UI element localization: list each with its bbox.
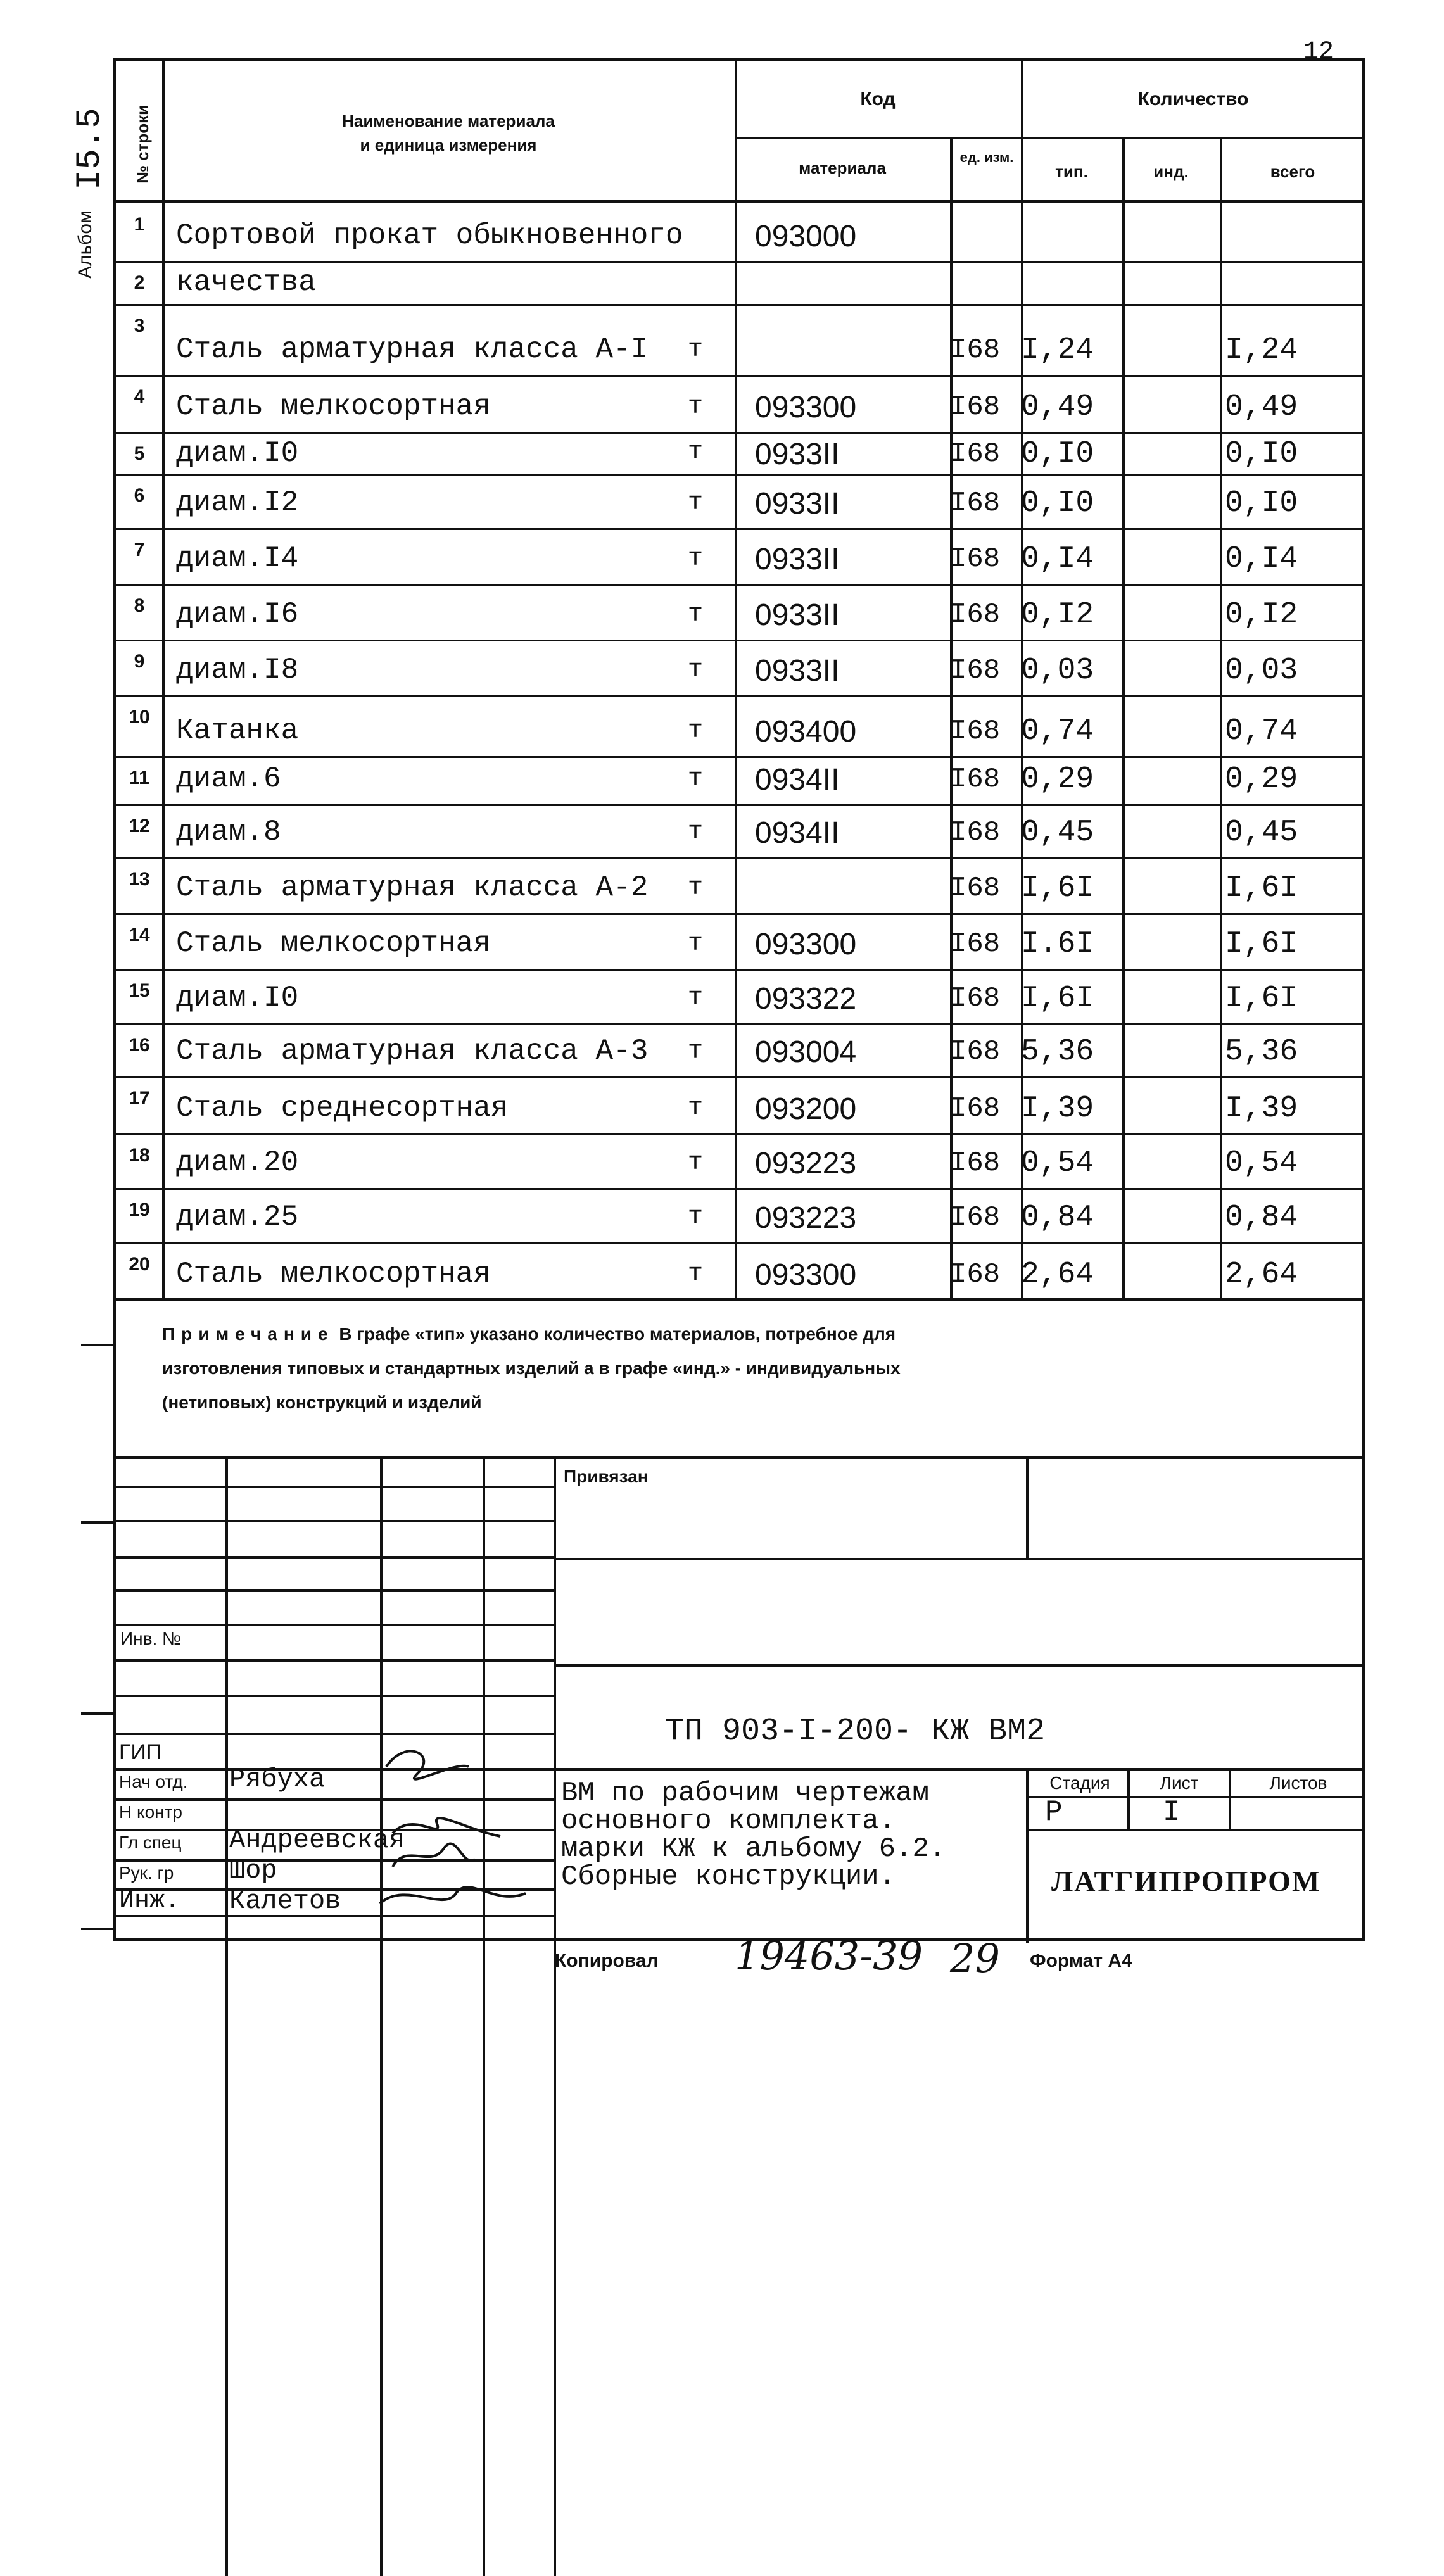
row-number: 13 bbox=[129, 869, 150, 890]
note-top-rule bbox=[113, 1298, 1365, 1301]
corner-mark: 12 bbox=[1303, 38, 1334, 66]
stamp-rule bbox=[554, 1456, 556, 2576]
unit-code: I68 bbox=[950, 488, 1001, 519]
stamp-top-rule bbox=[113, 1456, 1365, 1459]
unit-code: I68 bbox=[950, 438, 1001, 470]
stamp-rule bbox=[554, 1768, 1365, 1771]
qty-total: 0,54 bbox=[1225, 1146, 1298, 1180]
unit-code: I68 bbox=[950, 1147, 1001, 1179]
row-number: 7 bbox=[134, 540, 145, 560]
handwritten-page: 29 bbox=[950, 1935, 1000, 1981]
stamp-rule bbox=[113, 1659, 554, 1662]
qty-total: I,39 bbox=[1225, 1092, 1298, 1126]
row-rule bbox=[113, 969, 1365, 971]
margin-tick bbox=[81, 1521, 114, 1524]
header-code: Код bbox=[860, 89, 896, 110]
material-name: Сталь среднесортная bbox=[176, 1092, 509, 1125]
material-code: 0933II bbox=[755, 598, 840, 632]
stamp-rule bbox=[1026, 1829, 1365, 1831]
qty-typical: 0,74 bbox=[1021, 714, 1094, 748]
row-rule bbox=[113, 261, 1365, 263]
header-rule bbox=[113, 200, 1365, 203]
qty-total: 0,I2 bbox=[1225, 598, 1298, 632]
inv-no-label: Инв. № bbox=[120, 1629, 182, 1648]
row-number: 16 bbox=[129, 1035, 150, 1056]
qty-total: 0,29 bbox=[1225, 762, 1298, 797]
qty-typical: 0,I0 bbox=[1021, 486, 1094, 521]
qty-total: 5,36 bbox=[1225, 1035, 1298, 1069]
stamp-rule bbox=[113, 1589, 554, 1592]
material-code: 093300 bbox=[755, 391, 857, 424]
unit-of-measure: т bbox=[687, 765, 703, 793]
stamp-rule bbox=[554, 1558, 1365, 1560]
sheets-label: Листов bbox=[1269, 1773, 1327, 1793]
person-name: Андреевская bbox=[229, 1825, 405, 1855]
qty-total: I,6I bbox=[1225, 927, 1298, 961]
person-name: Шор bbox=[229, 1855, 277, 1886]
unit-code: I68 bbox=[950, 334, 1001, 366]
material-name: диам.I0 bbox=[176, 982, 299, 1014]
row-rule bbox=[113, 432, 1365, 434]
qty-typical: 0,45 bbox=[1021, 816, 1094, 850]
material-code: 0933II bbox=[755, 438, 840, 471]
note-line2: изготовления типовых и стандартных изделий а в графе «инд.» - индивидуальных bbox=[162, 1358, 901, 1378]
row-number: 19 bbox=[129, 1199, 150, 1220]
role-label: Рук. гр bbox=[119, 1863, 174, 1883]
unit-code: I68 bbox=[950, 817, 1001, 849]
header-qty-total: всего bbox=[1270, 162, 1315, 181]
material-name: диам.I8 bbox=[176, 653, 299, 686]
unit-of-measure: т bbox=[687, 930, 703, 958]
unit-code: I68 bbox=[950, 1093, 1001, 1125]
stamp-rule bbox=[113, 1695, 554, 1697]
material-name: диам.25 bbox=[176, 1201, 299, 1234]
material-name: Сталь арматурная класса А-2 bbox=[176, 871, 649, 904]
material-name: Сталь мелкосортная bbox=[176, 390, 491, 423]
row-number: 10 bbox=[129, 707, 150, 728]
stamp-rule bbox=[113, 1624, 554, 1626]
unit-code: I68 bbox=[950, 764, 1001, 795]
person-name: Калетов bbox=[229, 1886, 341, 1916]
material-name: качества bbox=[176, 266, 316, 299]
qty-typical: 0,I4 bbox=[1021, 542, 1094, 576]
material-name: диам.20 bbox=[176, 1146, 299, 1179]
desc-line: ВМ по рабочим чертежам bbox=[561, 1777, 929, 1809]
stamp-rule bbox=[113, 1556, 554, 1559]
unit-of-measure: т bbox=[687, 874, 703, 902]
qty-total: I,24 bbox=[1225, 333, 1298, 367]
unit-of-measure: т bbox=[687, 545, 703, 573]
qty-typical: 0,54 bbox=[1021, 1146, 1094, 1180]
unit-code: I68 bbox=[950, 1036, 1001, 1068]
header-code-unit: ед. изм. bbox=[960, 149, 1014, 165]
album-number: I5.5 bbox=[71, 108, 110, 190]
stamp-rule bbox=[113, 1733, 554, 1735]
role-label: Инж. bbox=[119, 1887, 180, 1916]
qty-total: 0,45 bbox=[1225, 816, 1298, 850]
sheet-value: I bbox=[1163, 1796, 1181, 1829]
unit-code: I68 bbox=[950, 655, 1001, 686]
row-rule bbox=[113, 1133, 1365, 1135]
row-number: 2 bbox=[134, 272, 145, 293]
material-code: 093004 bbox=[755, 1035, 857, 1069]
qty-total: I,6I bbox=[1225, 982, 1298, 1016]
unit-of-measure: т bbox=[687, 1037, 703, 1066]
album-label: Альбом bbox=[75, 210, 96, 279]
row-number: 12 bbox=[129, 816, 150, 837]
unit-of-measure: т bbox=[687, 489, 703, 517]
material-name: диам.I2 bbox=[176, 486, 299, 519]
desc-line: Сборные конструкции. bbox=[561, 1861, 896, 1893]
qty-typical: 0,29 bbox=[1021, 762, 1094, 797]
row-rule bbox=[113, 375, 1365, 377]
row-rule bbox=[113, 756, 1365, 758]
qty-total: 0,84 bbox=[1225, 1201, 1298, 1235]
margin-tick bbox=[81, 1712, 114, 1715]
unit-of-measure: т bbox=[687, 1203, 703, 1232]
col-rule bbox=[735, 58, 737, 1299]
note-label: Примечание bbox=[162, 1324, 334, 1344]
qty-total: 0,I0 bbox=[1225, 486, 1298, 521]
role-label: Нач отд. bbox=[119, 1772, 188, 1791]
qty-typical: 0,I0 bbox=[1021, 437, 1094, 471]
unit-code: I68 bbox=[950, 873, 1001, 904]
unit-of-measure: т bbox=[687, 1149, 703, 1177]
qty-typical: 0,I2 bbox=[1021, 598, 1094, 632]
header-name-line1: Наименование материала bbox=[342, 111, 555, 130]
header-qty-ind: инд. bbox=[1153, 162, 1189, 181]
bound-label: Привязан bbox=[564, 1467, 649, 1486]
row-number: 9 bbox=[134, 651, 145, 672]
header-code-material: материала bbox=[799, 158, 886, 177]
material-name: Катанка bbox=[176, 714, 299, 747]
unit-code: I68 bbox=[950, 983, 1001, 1014]
qty-typical: 0,03 bbox=[1021, 653, 1094, 688]
material-code: 0933II bbox=[755, 487, 840, 521]
row-rule bbox=[113, 640, 1365, 641]
row-rule bbox=[113, 913, 1365, 915]
col-rule bbox=[1220, 137, 1222, 1299]
material-name: Сталь арматурная класса А-3 bbox=[176, 1035, 649, 1068]
row-rule bbox=[113, 804, 1365, 806]
material-code: 093300 bbox=[755, 1258, 857, 1292]
material-code: 093223 bbox=[755, 1201, 857, 1235]
row-number: 3 bbox=[134, 315, 145, 336]
col-rule bbox=[1122, 137, 1125, 1299]
copied-label: Копировал bbox=[555, 1950, 659, 1971]
note-line3: (нетиповых) конструкций и изделий bbox=[162, 1392, 482, 1412]
qty-typical: 5,36 bbox=[1021, 1035, 1094, 1069]
unit-of-measure: т bbox=[687, 984, 703, 1013]
material-code: 0933II bbox=[755, 543, 840, 576]
row-rule bbox=[113, 857, 1365, 859]
row-number: 4 bbox=[134, 386, 145, 407]
material-name: диам.8 bbox=[176, 816, 281, 849]
header-name-line2: и единица измерения bbox=[360, 136, 537, 155]
document-description bbox=[561, 1777, 946, 1893]
qty-total: I,6I bbox=[1225, 871, 1298, 906]
qty-total: 2,64 bbox=[1225, 1258, 1298, 1292]
qty-typical: I,39 bbox=[1021, 1092, 1094, 1126]
unit-of-measure: т bbox=[687, 656, 703, 685]
unit-of-measure: т bbox=[687, 600, 703, 629]
unit-code: I68 bbox=[950, 391, 1001, 423]
header-qty-typ: тип. bbox=[1055, 162, 1088, 181]
stamp-rule bbox=[1026, 1456, 1029, 1558]
qty-typical: I,6I bbox=[1021, 871, 1094, 906]
material-name: Сталь арматурная класса А-I bbox=[176, 333, 649, 366]
unit-of-measure: т bbox=[687, 438, 703, 467]
row-rule bbox=[113, 584, 1365, 586]
unit-of-measure: т bbox=[687, 1260, 703, 1289]
unit-code: I68 bbox=[950, 928, 1001, 960]
row-number: 6 bbox=[134, 485, 145, 506]
qty-typical: 2,64 bbox=[1021, 1258, 1094, 1292]
unit-of-measure: т bbox=[687, 1094, 703, 1123]
unit-code: I68 bbox=[950, 1259, 1001, 1291]
unit-of-measure: т bbox=[687, 336, 703, 364]
person-name: Рябуха bbox=[229, 1764, 326, 1795]
margin-tick bbox=[81, 1344, 114, 1346]
unit-of-measure: т bbox=[687, 393, 703, 421]
col-rule bbox=[162, 58, 165, 1299]
row-rule bbox=[113, 304, 1365, 306]
material-name: Сортовой прокат обыкновенного bbox=[176, 219, 683, 252]
material-code: 0934II bbox=[755, 816, 840, 850]
stamp-rule bbox=[113, 1768, 554, 1771]
material-code: 093000 bbox=[755, 220, 857, 253]
unit-code: I68 bbox=[950, 1202, 1001, 1234]
stamp-rule bbox=[1026, 1796, 1365, 1798]
row-rule bbox=[113, 1242, 1365, 1244]
stamp-rule bbox=[113, 1486, 554, 1488]
stamp-rule bbox=[1026, 1768, 1029, 1943]
unit-code: I68 bbox=[950, 716, 1001, 747]
material-name: диам.I0 bbox=[176, 437, 299, 470]
material-name: диам.I6 bbox=[176, 598, 299, 631]
stamp-rule bbox=[554, 1664, 1365, 1667]
header-row-no: № строки bbox=[133, 104, 152, 184]
stage-value: Р bbox=[1045, 1796, 1063, 1829]
format-label: Формат А4 bbox=[1030, 1950, 1132, 1971]
row-rule bbox=[113, 474, 1365, 476]
sheet-label: Лист bbox=[1160, 1773, 1199, 1793]
unit-of-measure: т bbox=[687, 818, 703, 847]
qty-typical: 0,84 bbox=[1021, 1201, 1094, 1235]
role-label: Н контр bbox=[119, 1802, 182, 1822]
unit-of-measure: т bbox=[687, 717, 703, 745]
row-number: 11 bbox=[129, 767, 149, 788]
row-number: 18 bbox=[129, 1145, 150, 1166]
qty-total: 0,I0 bbox=[1225, 437, 1298, 471]
note-line1 bbox=[162, 1317, 896, 1351]
role-label: ГИП bbox=[119, 1740, 162, 1764]
row-number: 8 bbox=[134, 595, 145, 616]
material-name: Сталь мелкосортная bbox=[176, 1258, 491, 1291]
qty-typical: I,24 bbox=[1021, 333, 1094, 367]
row-number: 5 bbox=[134, 443, 145, 464]
row-rule bbox=[113, 1076, 1365, 1078]
material-name: диам.6 bbox=[176, 762, 281, 795]
stamp-rule bbox=[113, 1859, 554, 1862]
row-number: 17 bbox=[129, 1088, 150, 1109]
material-code: 093322 bbox=[755, 982, 857, 1016]
header-rule bbox=[735, 137, 1364, 139]
qty-total: 0,03 bbox=[1225, 653, 1298, 688]
qty-total: 0,74 bbox=[1225, 714, 1298, 748]
material-code: 093200 bbox=[755, 1092, 857, 1126]
header-quantity: Количество bbox=[1137, 89, 1249, 110]
note-text1: В графе «тип» указано количество материалов, потребное для bbox=[339, 1324, 896, 1344]
row-rule bbox=[113, 528, 1365, 530]
row-number: 15 bbox=[129, 980, 150, 1001]
material-code: 093300 bbox=[755, 928, 857, 961]
row-number: 20 bbox=[129, 1254, 150, 1275]
qty-typical: I.6I bbox=[1021, 927, 1094, 961]
material-code: 093400 bbox=[755, 715, 857, 748]
qty-typical: 0,49 bbox=[1021, 390, 1094, 424]
stamp-rule bbox=[113, 1798, 554, 1801]
unit-code: I68 bbox=[950, 543, 1001, 575]
role-label: Гл спец bbox=[119, 1833, 182, 1852]
handwritten-number: 19463-39 bbox=[735, 1933, 923, 1979]
unit-code: I68 bbox=[950, 599, 1001, 631]
row-rule bbox=[113, 1188, 1365, 1190]
row-number: 1 bbox=[134, 214, 145, 235]
material-code: 0933II bbox=[755, 654, 840, 688]
qty-total: 0,I4 bbox=[1225, 542, 1298, 576]
qty-total: 0,49 bbox=[1225, 390, 1298, 424]
row-number: 14 bbox=[129, 925, 150, 945]
row-rule bbox=[113, 1023, 1365, 1025]
row-rule bbox=[113, 695, 1365, 697]
material-code: 093223 bbox=[755, 1147, 857, 1180]
margin-tick bbox=[81, 1928, 114, 1930]
desc-line: марки КЖ к альбому 6.2. bbox=[561, 1833, 946, 1865]
stamp-rule bbox=[113, 1520, 554, 1522]
desc-line: основного комплекта. bbox=[561, 1805, 896, 1837]
organization-name: ЛАТГИПРОПРОМ bbox=[1051, 1865, 1321, 1897]
document-code: ТП 903-I-200- КЖ ВМ2 bbox=[665, 1714, 1046, 1750]
material-name: диам.I4 bbox=[176, 542, 299, 575]
stage-label: Стадия bbox=[1049, 1773, 1110, 1793]
material-name: Сталь мелкосортная bbox=[176, 927, 491, 960]
material-code: 0934II bbox=[755, 763, 840, 797]
qty-typical: I,6I bbox=[1021, 982, 1094, 1016]
